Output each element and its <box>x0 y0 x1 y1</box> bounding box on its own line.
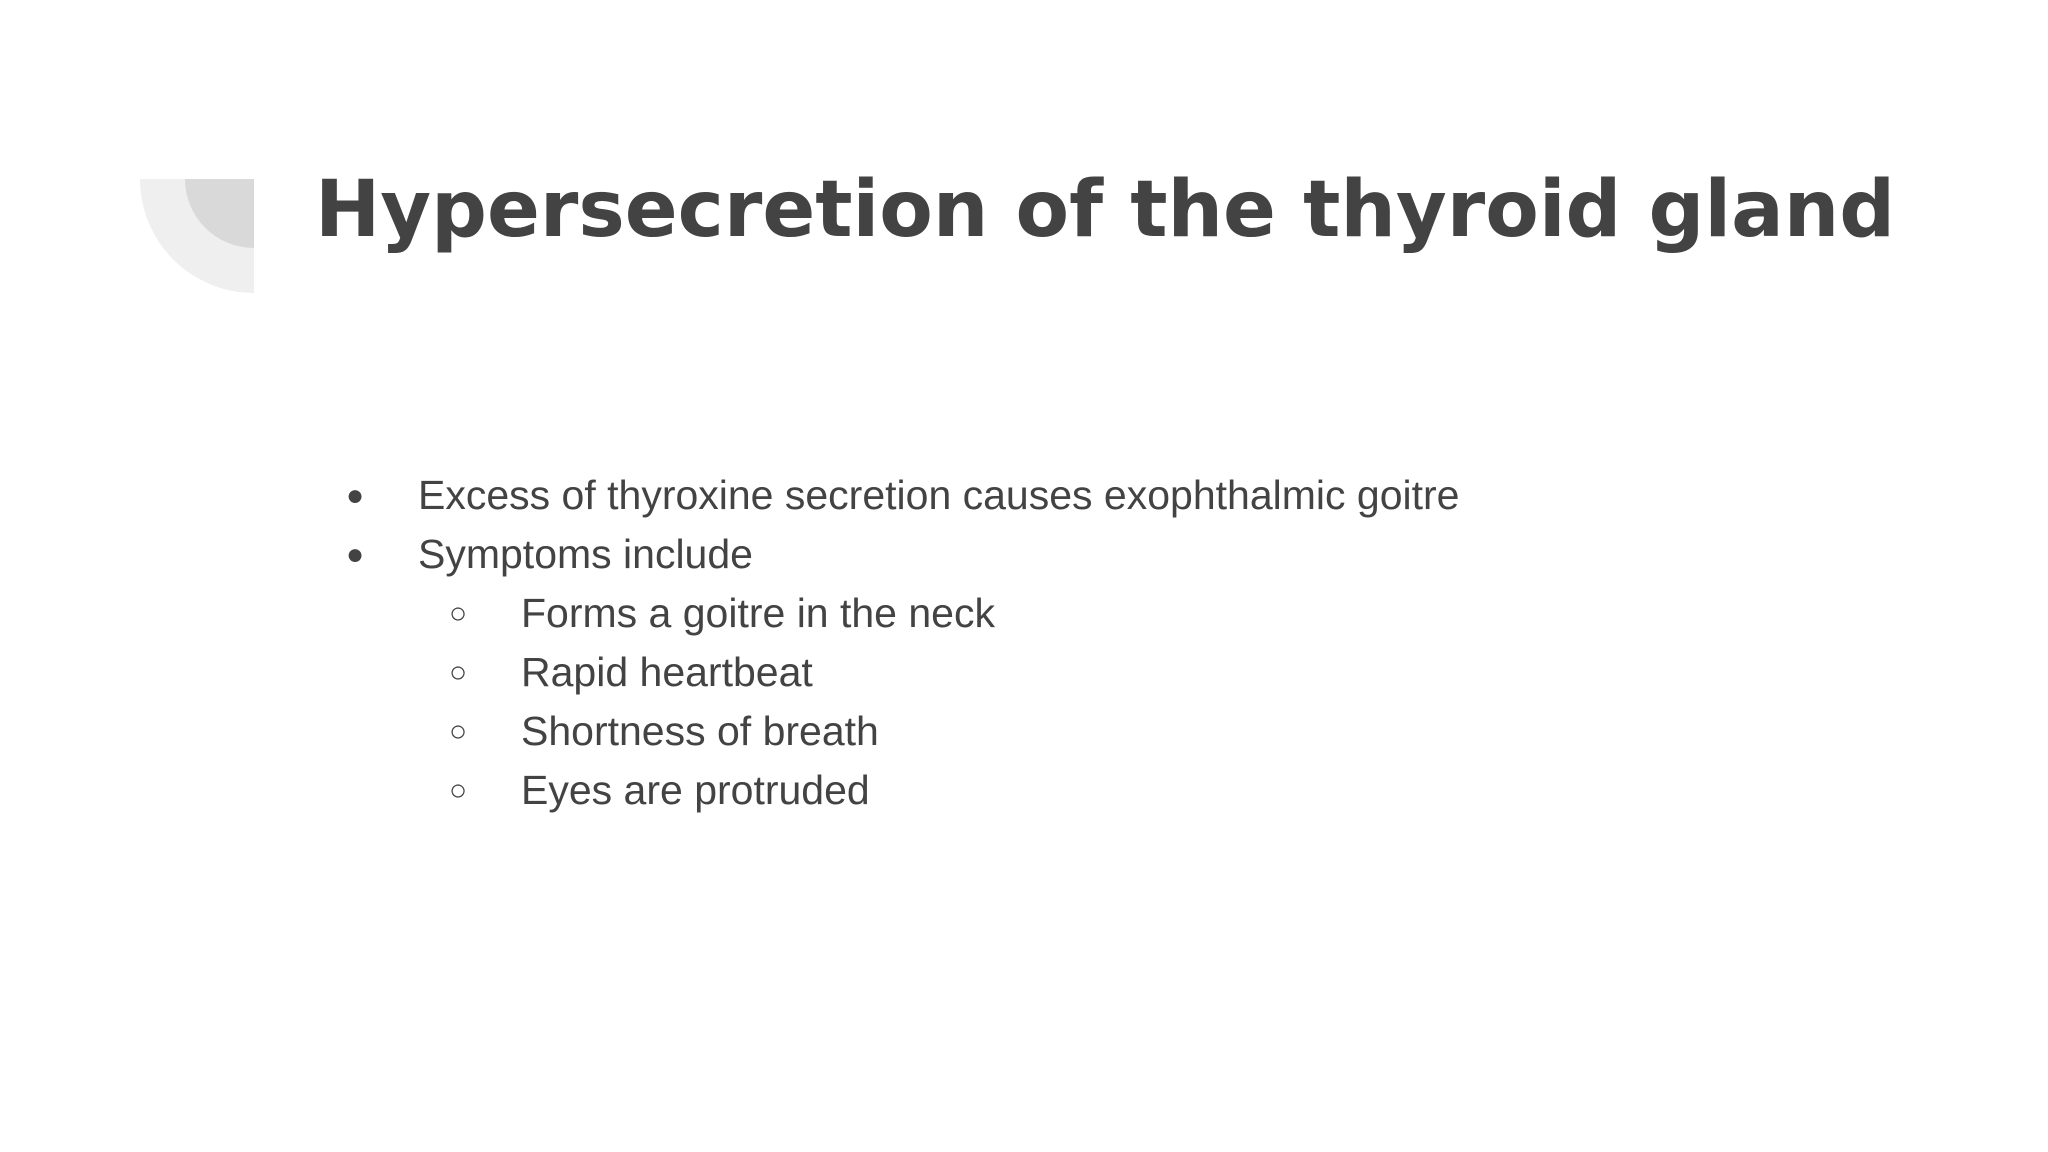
slide-title: Hypersecretion of the thyroid gland <box>315 165 1896 255</box>
sub-list-item-text: Rapid heartbeat <box>521 649 813 695</box>
quarter-circle-decoration <box>140 179 254 293</box>
list-item-text: Excess of thyroxine secretion causes exophthalmic goitre <box>418 472 1460 518</box>
sub-list-item <box>0 584 1800 643</box>
list-item <box>0 466 1800 525</box>
sub-list-item <box>0 702 1800 761</box>
sub-bullet-marker: ○ <box>449 715 468 748</box>
bullet-marker: ● <box>346 479 365 512</box>
sub-bullet-marker: ○ <box>449 597 468 630</box>
bullet-marker: ● <box>346 538 365 571</box>
sub-list-item <box>0 761 1800 820</box>
sub-list-item-text: Forms a goitre in the neck <box>521 590 995 636</box>
sub-list-item-text: Eyes are protruded <box>521 767 870 813</box>
sub-bullet-marker: ○ <box>449 774 468 807</box>
bullet-list <box>0 466 1800 820</box>
list-item <box>0 525 1800 584</box>
sub-list-item <box>0 643 1800 702</box>
sub-list-item-text: Shortness of breath <box>521 708 879 754</box>
list-item-text: Symptoms include <box>418 531 753 577</box>
sub-bullet-marker: ○ <box>449 656 468 689</box>
